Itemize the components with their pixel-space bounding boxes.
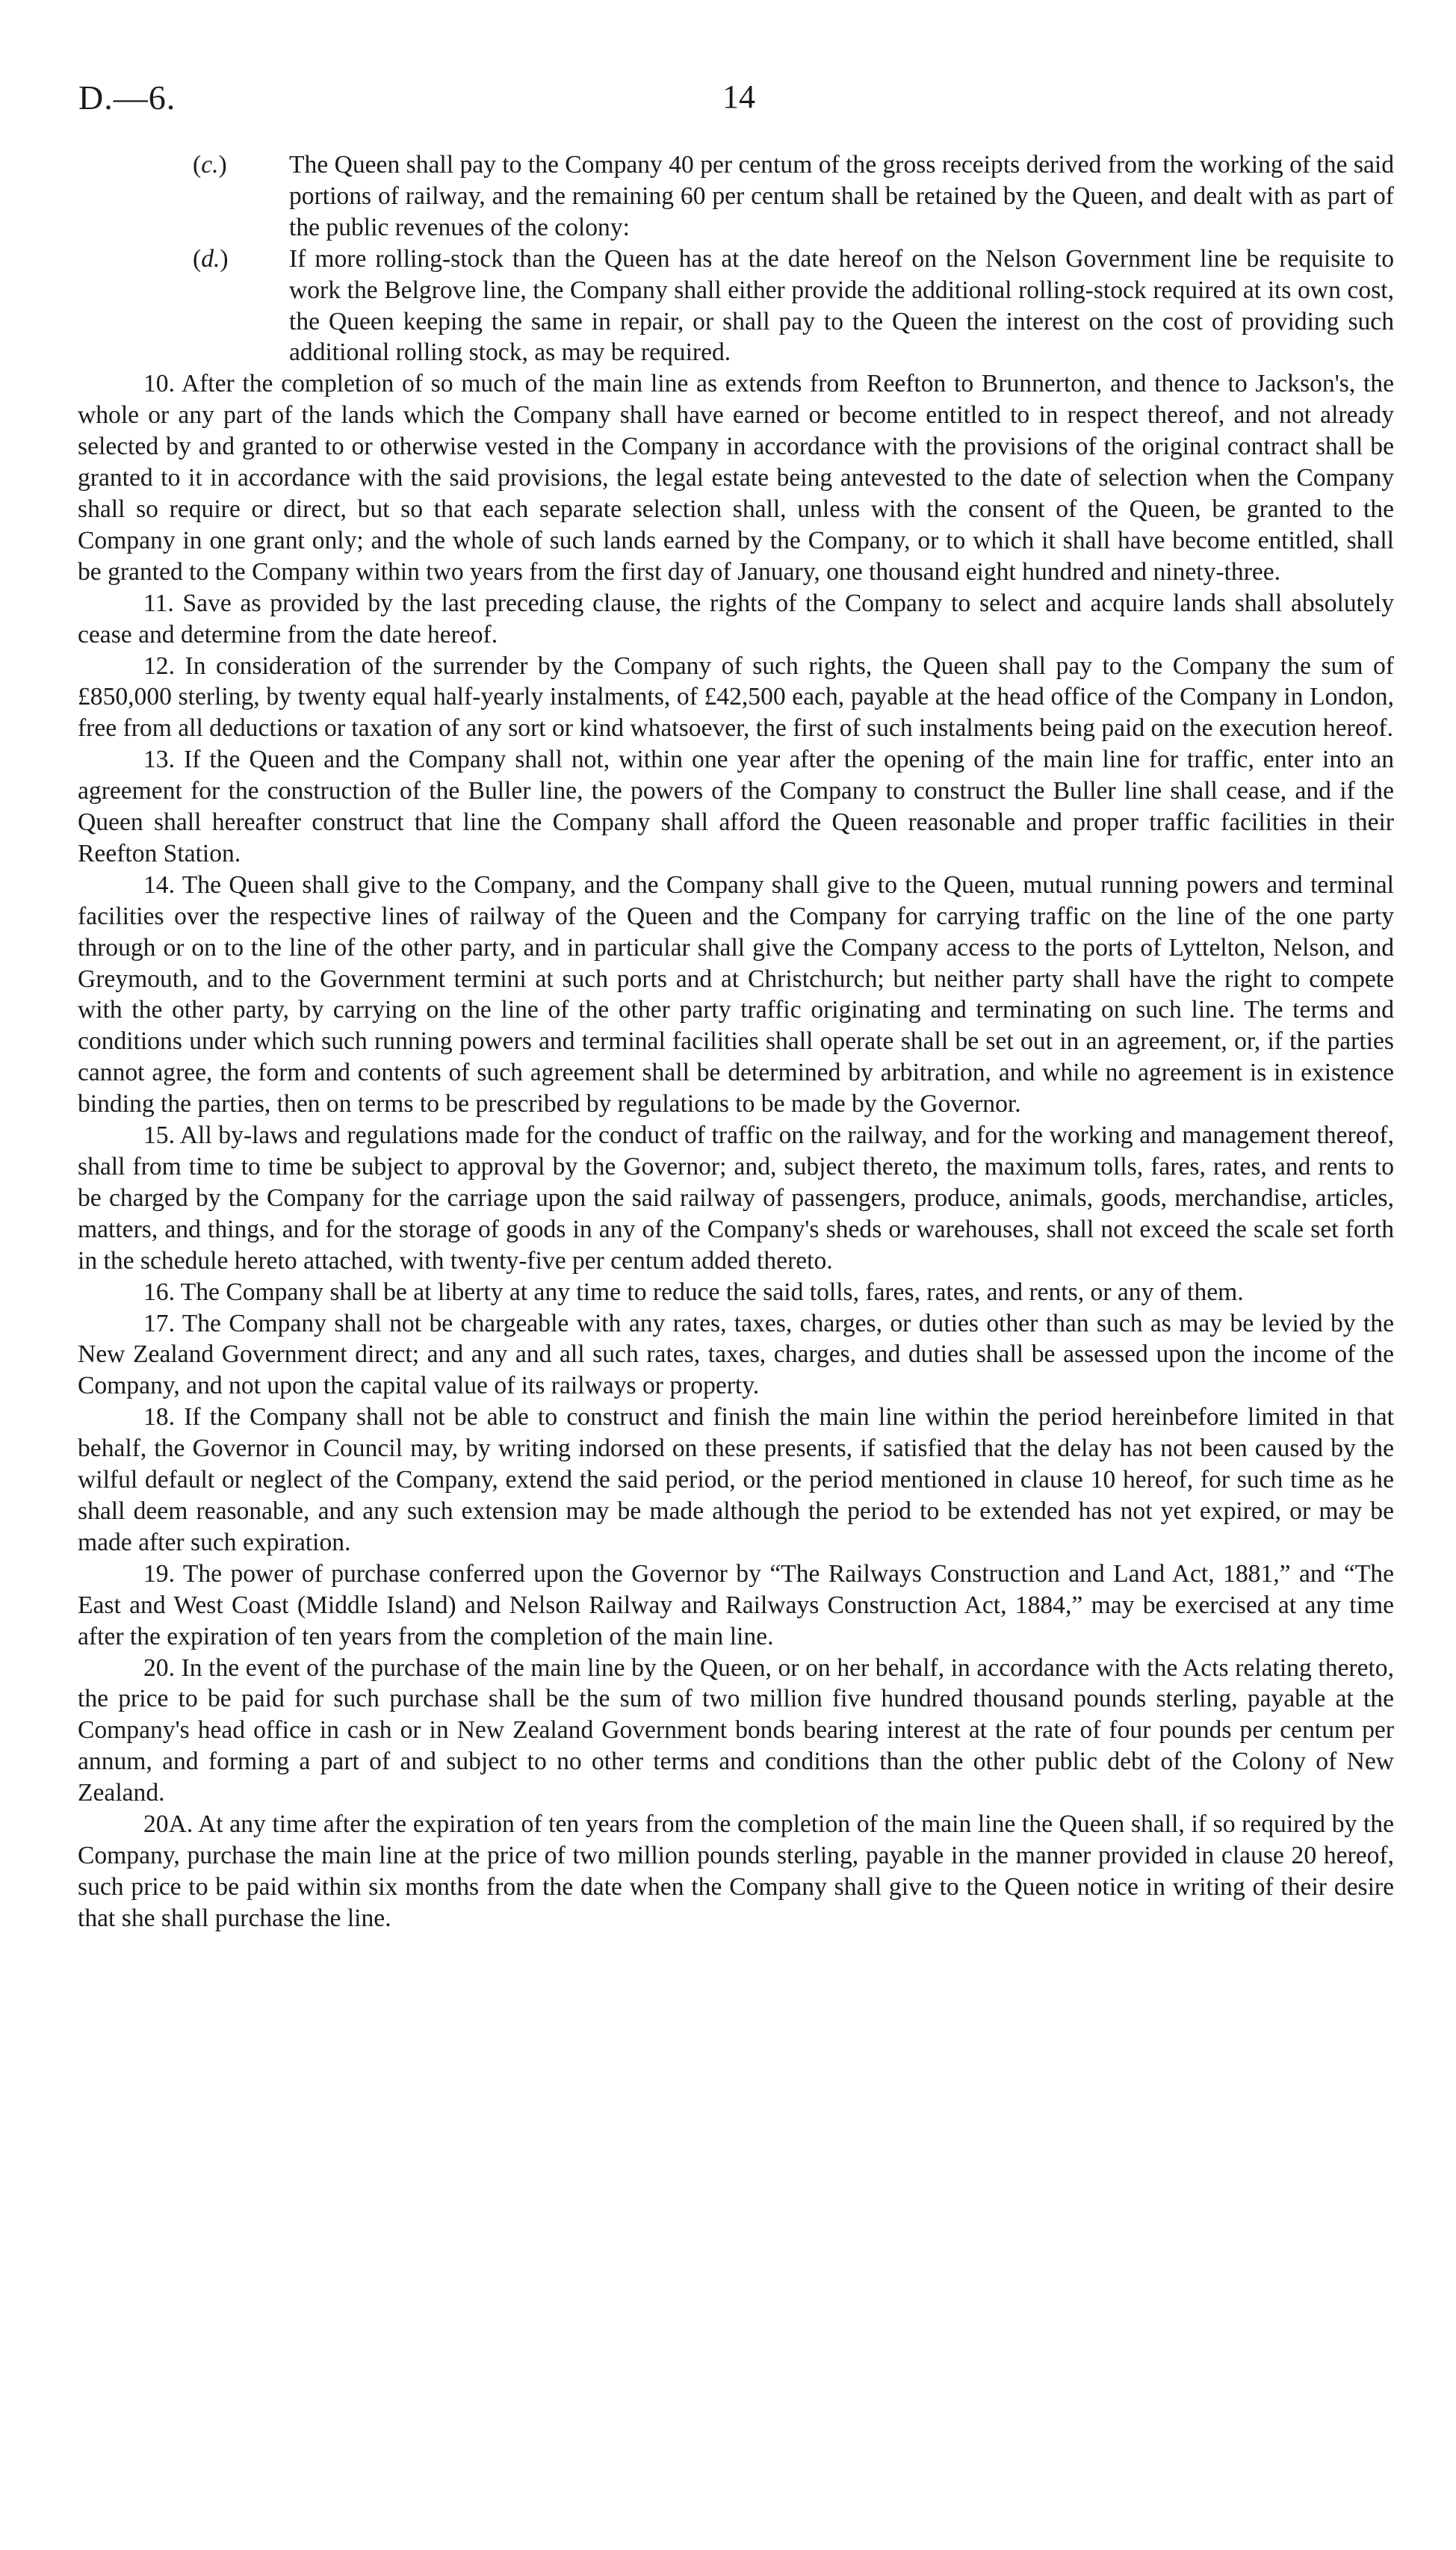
clause-16: 16. The Company shall be at liberty at any time to reduce the said tolls, fares, rates, and rents, or any of them. bbox=[143, 1278, 1244, 1306]
subclause-label: (d.) bbox=[193, 244, 229, 273]
clause-18: 18. If the Company shall not be able to construct and finish the main line within the period hereinbefore limited in that behalf, the Governor in Council may, by writing indorsed on these presents, if satisfied that the delay has not been caused by the wilful default or neglect of the Company, extend the said period, or the period mentioned in clause 10 hereof, for such time as he shall deem reasonable, and any such extension may be made although the period to be extended has not yet expired, or may be made after such expiration. bbox=[78, 1403, 1394, 1556]
page-header bbox=[78, 78, 1393, 130]
clause-13: 13. If the Queen and the Company shall not, within one year after the opening of the main line for traffic, enter into an agreement for the construction of the Buller line, the powers of the Company to construct the Buller line shall cease, and if the Queen shall hereafter construct that line the Company shall afford the Queen reasonable and proper traffic facilities in their Reefton Station. bbox=[78, 746, 1394, 867]
clause-15: 15. All by-laws and regulations made for the conduct of traffic on the railway, and for the working and management thereof, shall from time to time be subject to approval by the Governor; and, subject thereto, the maximum tolls, fares, rates, and rents to be charged by the Company for the carriage upon the said railway of passengers, produce, animals, goods, merchandise, articles, matters, and things, and for the storage of goods in any of the Company's sheds or warehouses, shall not exceed the scale set forth in the schedule hereto attached, with twenty-five per centum added thereto. bbox=[78, 1121, 1394, 1275]
subclause-c bbox=[78, 149, 1394, 244]
document-reference: D.—6. bbox=[78, 78, 176, 117]
clause-11: 11. Save as provided by the last preceding clause, the rights of the Company to select and acquire lands shall absolutely cease and determine from the date hereof. bbox=[78, 589, 1394, 649]
document-body bbox=[78, 149, 1394, 1934]
clause-14: 14. The Queen shall give to the Company, and the Company shall give to the Queen, mutual running powers and terminal facilities over the respective lines of railway of the Queen and the Company for carrying traffic on the line of the one party through or on to the line of the other party, and in particular shall give the Company access to the ports of Lyttelton, Nelson, and Greymouth, and to the Government termini at such ports and at Christchurch; but neither party shall have the right to compete with the other party, by carrying on the line of the other party traffic originating and terminating on such line. The terms and conditions under which such running powers and terminal facilities shall operate shall be set out in an agreement, or, if the parties cannot agree, the form and contents of such agreement shall be determined by arbitration, and while no agreement is in existence binding the parties, then on terms to be prescribed by regulations to be made by the Governor. bbox=[78, 870, 1394, 1118]
subclause-d bbox=[78, 244, 1394, 369]
subclause-text: If more rolling-stock than the Queen has at the date hereof on the Nelson Government line be requisite to work the Belgrove line, the Company shall either provide the additional rolling-stock required at its own cost, the Queen keeping the same in repair, or shall pay to the Queen the interest on the cost of providing such additional rolling stock, as may be required. bbox=[289, 244, 1394, 367]
clause-10: 10. After the completion of so much of the main line as extends from Reefton to Brunnerton, and thence to Jackson's, the whole or any part of the lands which the Company shall have earned or become entitled to in respect thereof, and not already selected by and granted to or otherwise vested in the Company in accordance with the provisions of the original contract shall be granted to it in accordance with the said provisions, the legal estate being antevested to the date of selection when the Company shall so require or direct, but so that each separate selection shall, unless with the consent of the Queen, be granted to the Company in one grant only; and the whole of such lands earned by the Company, or to which it shall have become entitled, shall be granted to the Company within two years from the first day of January, one thousand eight hundred and ninety-three. bbox=[78, 370, 1394, 586]
clause-12: 12. In consideration of the surrender by the Company of such rights, the Queen shall pay to the Company the sum of £850,000 sterling, by twenty equal half-yearly instalments, of £42,500 each, payable at the head office of the Company in London, free from all deductions or taxation of any sort or kind whatsoever, the first of such instalments being paid on the execution hereof. bbox=[78, 652, 1394, 743]
subclause-label: (c.) bbox=[193, 151, 227, 179]
clause-20: 20. In the event of the purchase of the main line by the Queen, or on her behalf, in accordance with the Acts relating thereto, the price to be paid for such purchase shall be the sum of two million five hundred thousand pounds sterling, payable at the Company's head office in cash or in New Zealand Government bonds bearing interest at the rate of four pounds per centum per annum, and forming a part of and subject to no other terms and conditions than the other public debt of the Colony of New Zealand. bbox=[78, 1653, 1394, 1807]
clause-20a: 20A. At any time after the expiration of ten years from the completion of the main line the Queen shall, if so required by the Company, purchase the main line at the price of two million pounds sterling, payable in the manner provided in clause 20 hereof, such price to be paid within six months from the date when the Company shall give to the Queen notice in writing of their desire that she shall purchase the line. bbox=[78, 1810, 1394, 1932]
clause-17: 17. The Company shall not be chargeable with any rates, taxes, charges, or duties other than such as may be levied by the New Zealand Government direct; and any and all such rates, taxes, charges, and duties shall be assessed upon the income of the Company, and not upon the capital value of its railways or property. bbox=[78, 1309, 1394, 1400]
subclause-text: The Queen shall pay to the Company 40 per centum of the gross receipts derived from the working of the said portions of railway, and the remaining 60 per centum shall be retained by the Queen, and dealt with as part of the public revenues of the colony: bbox=[289, 151, 1394, 241]
page-number: 14 bbox=[722, 78, 755, 115]
clause-19: 19. The power of purchase conferred upon the Governor by “The Railways Construction and Land Act, 1881,” and “The East and West Coast (Middle Island) and Nelson Railway and Railways Construction Act, 1884,” may be exercised at any time after the expiration of ten years from the completion of the main line. bbox=[78, 1559, 1394, 1650]
